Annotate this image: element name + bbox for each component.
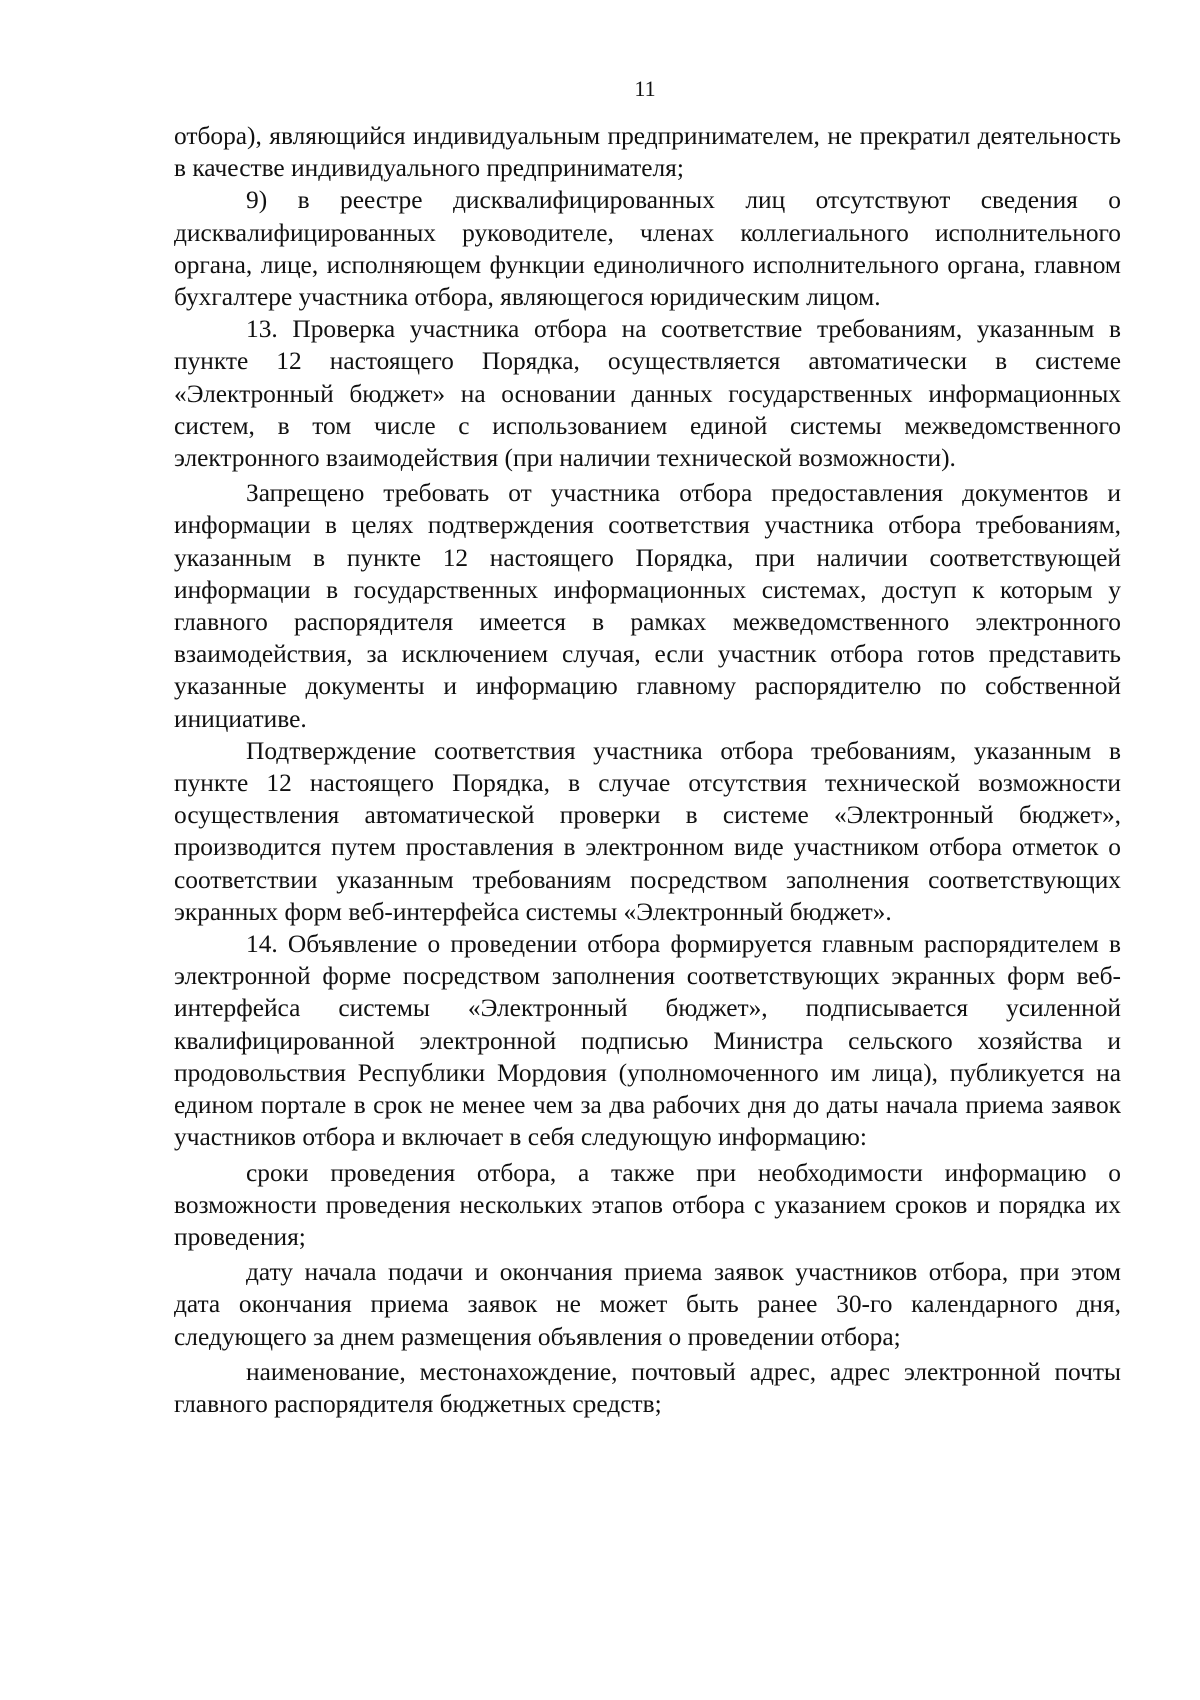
list-item-dates: дату начала подачи и окончания приема заявок участников отбора, при этом дата окончания приема заявок не может быть ранее 30-го календарного дня, следующего за днем размещения объявления о проведении отбора;	[174, 1258, 1121, 1351]
paragraph-continuation: отбора), являющийся индивидуальным предпринимателем, не прекратил деятельность в качестве индивидуального предпринимателя;	[174, 122, 1121, 183]
paragraph-item-9: 9) в реестре дисквалифицированных лиц отсутствуют сведения о дисквалифицированных руководителе, членах коллегиального исполнительного органа, лице, исполняющем функции единоличного исполнительного органа, главном бухгалтере участника отбора, являющегося юридическим лицом.	[174, 186, 1121, 312]
list-item-address: наименование, местонахождение, почтовый адрес, адрес электронной почты главного распорядителя бюджетных средств;	[174, 1357, 1121, 1418]
list-item-terms: сроки проведения отбора, а также при необходимости информацию о возможности проведения нескольких этапов отбора с указанием сроков и порядка их проведения;	[174, 1158, 1121, 1251]
paragraph-clause-13: 13. Проверка участника отбора на соответствие требованиям, указанным в пункте 12 настоящего Порядка, осуществляется автоматически в системе «Электронный бюджет» на основании данных государственных информационных систем, в том числе с использованием единой системы межведомственного электронного взаимодействия (при наличии технической возможности).	[174, 315, 1121, 473]
document-body	[174, 120, 1121, 1420]
paragraph-confirmation: Подтверждение соответствия участника отбора требованиям, указанным в пункте 12 настоящего Порядка, в случае отсутствия технической возможности осуществления автоматической проверки в системе «Электронный бюджет», производится путем проставления в электронном виде участником отбора отметок о соответствии указанным требованиям посредством заполнения соответствующих экранных форм веб-интерфейса системы «Электронный бюджет».	[174, 736, 1121, 926]
page-number: 11	[634, 76, 656, 101]
paragraph-prohibition: Запрещено требовать от участника отбора предоставления документов и информации в целях подтверждения соответствия участника отбора требованиям, указанным в пункте 12 настоящего Порядка, при наличии соответствующей информации в государственных информационных системах, доступ к которым у главного распорядителя имеется в рамках межведомственного электронного взаимодействия, за исключением случая, если участник отбора готов представить указанные документы и информацию главному распорядителю по собственной инициативе.	[174, 479, 1121, 733]
paragraph-clause-14: 14. Объявление о проведении отбора формируется главным распорядителем в электронной форме посредством заполнения соответствующих экранных форм веб-интерфейса системы «Электронный бюджет», подписывается усиленной квалифицированной электронной подписью Министра сельского хозяйства и продовольствия Республики Мордовия (уполномоченного им лица), публикуется на едином портале в срок не менее чем за два рабочих дня до даты начала приема заявок участников отбора и включает в себя следующую информацию:	[174, 930, 1121, 1152]
